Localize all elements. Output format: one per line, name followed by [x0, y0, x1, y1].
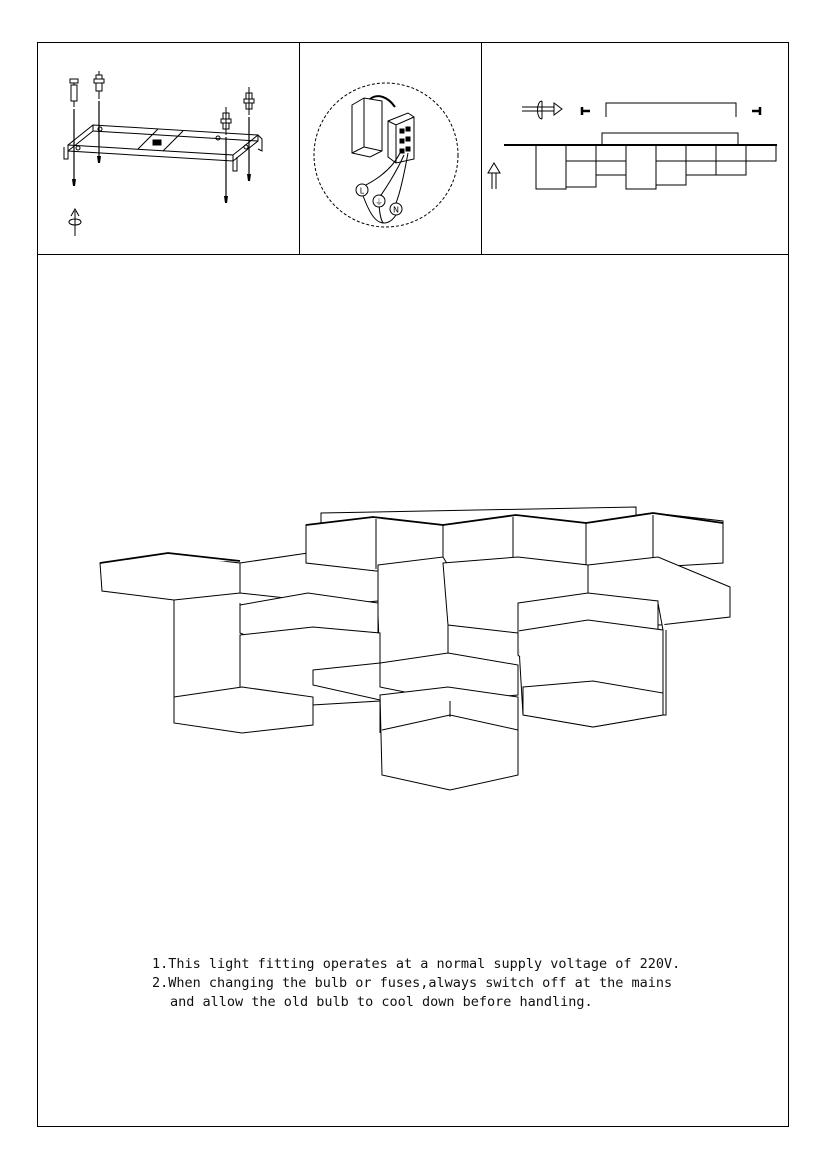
note-2	[152, 974, 712, 993]
note-2-continuation: and allow the old bulb to cool down before handling.	[170, 994, 593, 1010]
rotate-up-arrow-icon	[69, 209, 81, 236]
terminal-neutral	[390, 203, 402, 215]
earth-icon: ⏚	[375, 197, 383, 207]
safety-notes	[152, 955, 712, 1012]
wall-anchor-3	[221, 107, 231, 135]
terminal-neutral-label: N	[393, 205, 399, 215]
rotate-right-arrow-icon	[522, 101, 562, 119]
mounting-bracket-diagram	[38, 43, 298, 253]
wall-anchor-4	[244, 87, 254, 115]
note-1-text: This light fitting operates at a normal supply voltage of 220V.	[168, 956, 681, 972]
push-up-arrow-icon	[488, 163, 500, 189]
note-1-number: 1.	[152, 956, 169, 972]
terminal-live-label: L	[359, 186, 365, 196]
panel-divider-horizontal	[38, 254, 788, 255]
note-1	[152, 955, 712, 974]
wall-anchor-2	[94, 71, 104, 99]
terminal-live	[356, 184, 368, 196]
wall-anchor-1	[70, 79, 78, 107]
note-2-number: 2.	[152, 975, 169, 991]
installation-diagram	[482, 43, 788, 253]
terminal-earth	[373, 195, 385, 207]
note-2-text: When changing the bulb or fuses,always switch off at the mains	[168, 975, 673, 991]
product-illustration	[98, 505, 734, 795]
wiring-detail-diagram	[300, 43, 480, 253]
